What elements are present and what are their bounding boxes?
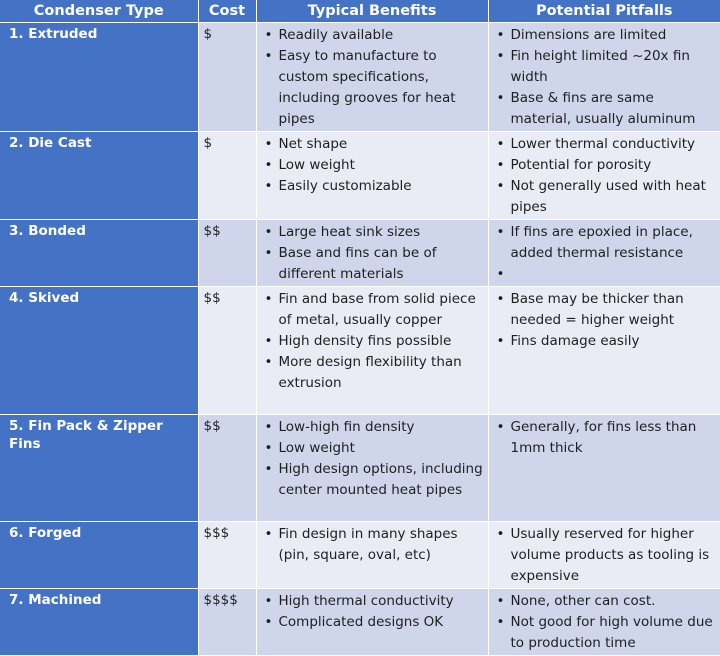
typical-benefits-cell [256, 522, 488, 589]
benefit-item: • Easily customizable [257, 176, 486, 197]
potential-pitfalls-cell [488, 287, 720, 415]
potential-pitfalls-cell [488, 132, 720, 220]
benefit-item: • Fin and base from solid piece of metal, usually copper [257, 289, 486, 331]
table-row [0, 589, 720, 656]
table-row [0, 220, 720, 287]
cost-cell: $ [198, 23, 256, 132]
cost-cell: $$ [198, 287, 256, 415]
header-cost: Cost [198, 0, 256, 23]
pitfalls-list [489, 220, 720, 286]
pitfall-item: • Base & fins are same material, usually aluminum [489, 88, 719, 130]
benefit-item: • Net shape [257, 134, 486, 155]
pitfall-item: • Generally, for fins less than 1mm thick [489, 417, 719, 459]
table-row [0, 415, 720, 522]
cost-cell: $$$$ [198, 589, 256, 656]
condenser-type-cell: 5. Fin Pack & Zipper Fins [0, 415, 198, 522]
pitfall-item: • Lower thermal conductivity [489, 134, 719, 155]
typical-benefits-cell [256, 589, 488, 656]
potential-pitfalls-cell [488, 23, 720, 132]
pitfalls-list [489, 23, 720, 131]
table-body [0, 23, 720, 656]
pitfall-item: • Usually reserved for higher volume products as tooling is expensive [489, 524, 719, 587]
header-row [0, 0, 720, 23]
pitfall-item: • Fins damage easily [489, 331, 719, 352]
condenser-type-cell: 2. Die Cast [0, 132, 198, 220]
pitfalls-list [489, 522, 720, 588]
cost-cell: $ [198, 132, 256, 220]
benefit-item: • High design options, including center mounted heat pipes [257, 459, 486, 501]
header-condenser-type: Condenser Type [0, 0, 198, 23]
cost-cell: $$$ [198, 522, 256, 589]
table-row [0, 522, 720, 589]
header-typical-benefits: Typical Benefits [256, 0, 488, 23]
benefit-item: • Easy to manufacture to custom specifications, including grooves for heat pipes [257, 46, 486, 130]
potential-pitfalls-cell [488, 415, 720, 522]
cost-cell: $$ [198, 220, 256, 287]
typical-benefits-cell [256, 132, 488, 220]
pitfall-item: • Fin height limited ~20x fin width [489, 46, 719, 88]
benefit-item: • Complicated designs OK [257, 612, 486, 633]
benefit-item: • Readily available [257, 25, 486, 46]
benefit-item: • Low weight [257, 155, 486, 176]
pitfalls-list [489, 132, 720, 219]
table-row [0, 23, 720, 132]
benefit-item: • Base and fins can be of different materials [257, 243, 486, 285]
benefit-item: • High density fins possible [257, 331, 486, 352]
pitfall-item: • None, other can cost. [489, 591, 719, 612]
pitfall-item: • Not good for high volume due to production time [489, 612, 719, 654]
benefit-item: • Low weight [257, 438, 486, 459]
condenser-type-cell: 1. Extruded [0, 23, 198, 132]
typical-benefits-cell [256, 415, 488, 522]
table-row [0, 287, 720, 415]
pitfall-item: • Not generally used with heat pipes [489, 176, 719, 218]
benefits-list [257, 287, 488, 395]
table-row [0, 132, 720, 220]
header-potential-pitfalls: Potential Pitfalls [488, 0, 720, 23]
pitfall-item: • Potential for porosity [489, 155, 719, 176]
pitfall-item: • Dimensions are limited [489, 25, 719, 46]
potential-pitfalls-cell [488, 220, 720, 287]
potential-pitfalls-cell [488, 522, 720, 589]
typical-benefits-cell [256, 220, 488, 287]
pitfall-item: • Base may be thicker than needed = higher weight [489, 289, 719, 331]
pitfalls-list [489, 589, 720, 655]
pitfall-item [489, 264, 719, 285]
condenser-type-cell: 4. Skived [0, 287, 198, 415]
benefit-item: • Low-high fin density [257, 417, 486, 438]
cost-cell: $$ [198, 415, 256, 522]
benefit-item: • High thermal conductivity [257, 591, 486, 612]
benefits-list [257, 220, 488, 286]
condenser-type-cell: 7. Machined [0, 589, 198, 656]
pitfalls-list [489, 287, 720, 353]
condenser-type-cell: 3. Bonded [0, 220, 198, 287]
pitfall-item: • If fins are epoxied in place, added thermal resistance [489, 222, 719, 264]
benefits-list [257, 23, 488, 131]
benefit-item: • Fin design in many shapes (pin, square, oval, etc) [257, 524, 486, 566]
benefits-list [257, 132, 488, 198]
benefits-list [257, 415, 488, 502]
potential-pitfalls-cell [488, 589, 720, 656]
typical-benefits-cell [256, 23, 488, 132]
typical-benefits-cell [256, 287, 488, 415]
benefit-item: • Large heat sink sizes [257, 222, 486, 243]
benefits-list [257, 522, 488, 567]
pitfalls-list [489, 415, 720, 460]
benefits-list [257, 589, 488, 634]
benefit-item: • More design flexibility than extrusion [257, 352, 486, 394]
condenser-type-cell: 6. Forged [0, 522, 198, 589]
